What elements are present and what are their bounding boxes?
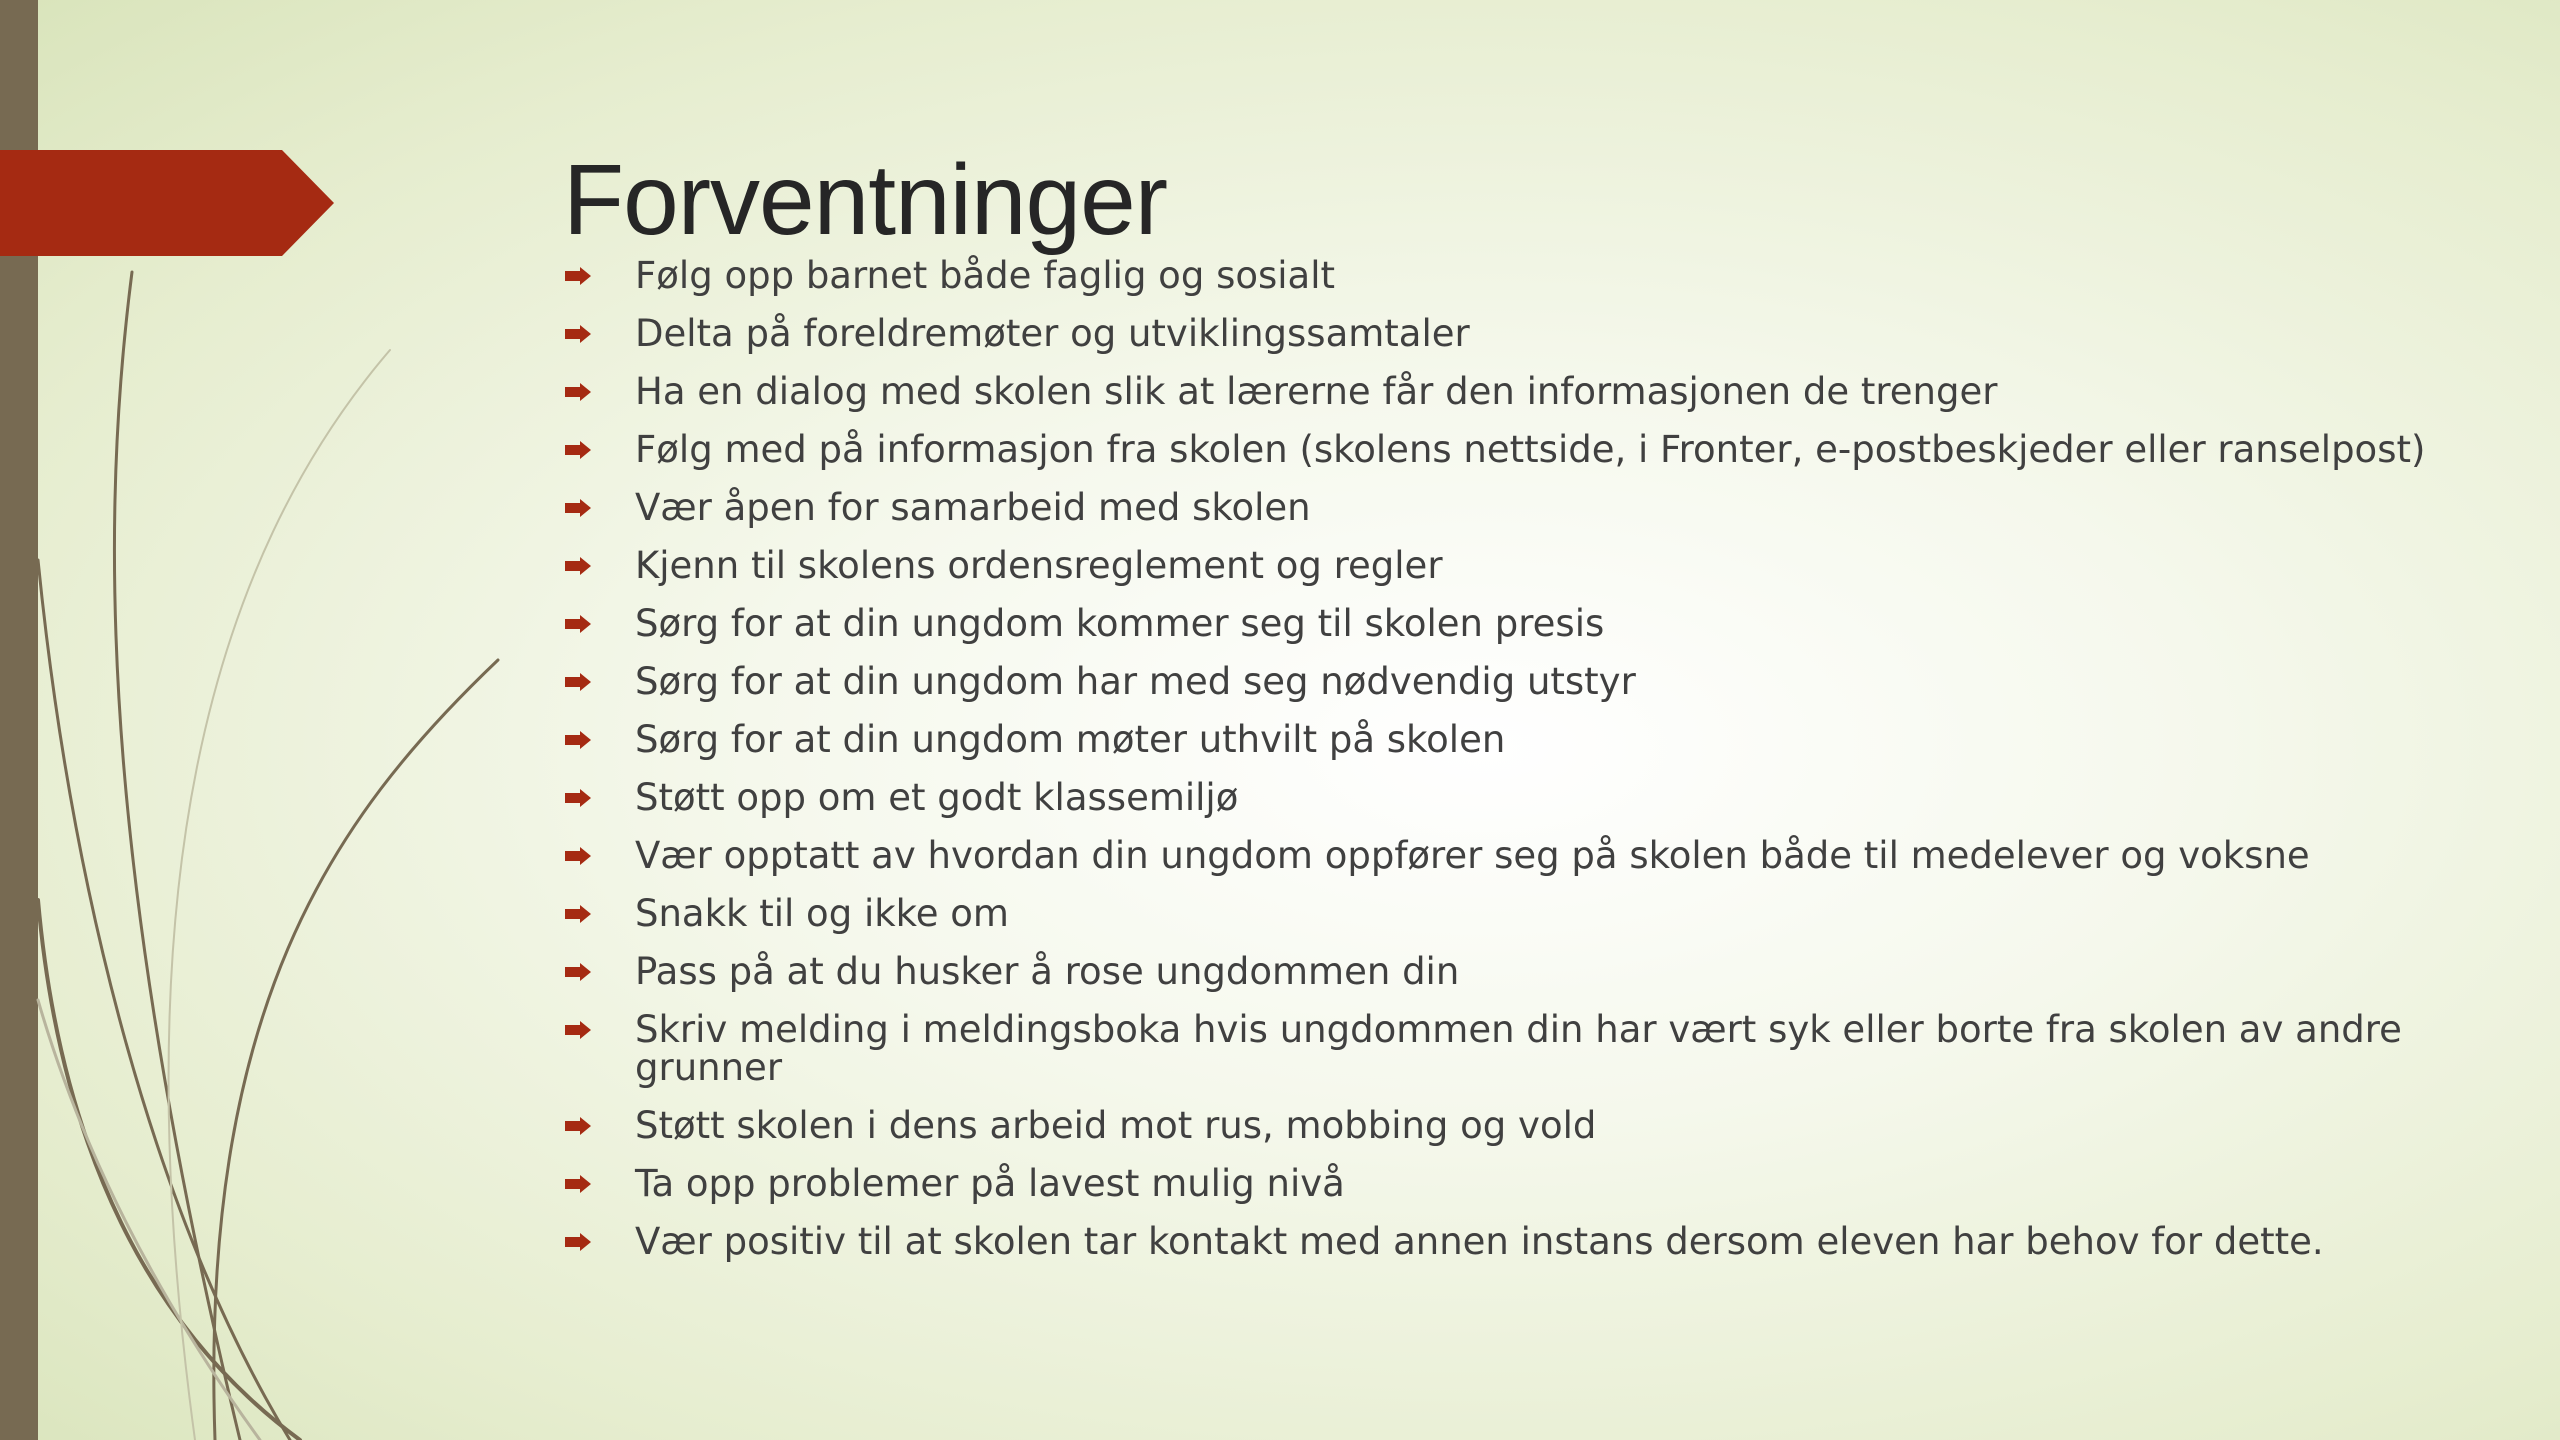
bullet-text: Ta opp problemer på lavest mulig nivå	[635, 1162, 1345, 1205]
bullet-text: Sørg for at din ungdom har med seg nødvendig utstyr	[635, 660, 1636, 703]
bullet-item	[563, 486, 2463, 529]
bullet-text: Sørg for at din ungdom kommer seg til skolen presis	[635, 602, 1605, 645]
arrow-bullet-icon	[565, 267, 591, 285]
bullet-item	[563, 312, 2463, 355]
slide-title: Forventninger	[563, 144, 1167, 256]
bullet-item	[563, 834, 2463, 877]
arrow-bullet-icon	[565, 383, 591, 401]
bullet-item	[563, 254, 2463, 297]
bullet-item	[563, 1162, 2463, 1205]
arrow-bullet-icon	[565, 1233, 591, 1251]
arrow-bullet-icon	[565, 1175, 591, 1193]
arrow-bullet-icon	[565, 615, 591, 633]
bullet-text: Vær positiv til at skolen tar kontakt med annen instans dersom eleven har behov for dette.	[635, 1220, 2324, 1263]
bullet-item	[563, 892, 2463, 935]
arrow-bullet-icon	[565, 847, 591, 865]
bullet-item	[563, 950, 2463, 993]
bullet-text: Snakk til og ikke om	[635, 892, 1009, 935]
bullet-item	[563, 776, 2463, 819]
bullet-text: Sørg for at din ungdom møter uthvilt på skolen	[635, 718, 1506, 761]
bullet-item	[563, 1104, 2463, 1147]
bullet-text: Vær opptatt av hvordan din ungdom oppfører seg på skolen både til medelever og voksne	[635, 834, 2310, 877]
arrow-bullet-icon	[565, 325, 591, 343]
bullet-text: Ha en dialog med skolen slik at lærerne får den informasjonen de trenger	[635, 370, 1998, 413]
arrow-bullet-icon	[565, 731, 591, 749]
bullet-text: Delta på foreldremøter og utviklingssamtaler	[635, 312, 1470, 355]
bullet-list	[563, 254, 2463, 1281]
bullet-item	[563, 1008, 2463, 1089]
bullet-text: Pass på at du husker å rose ungdommen din	[635, 950, 1460, 993]
arrow-bullet-icon	[565, 905, 591, 923]
arrow-bullet-icon	[565, 673, 591, 691]
bullet-item	[563, 428, 2463, 471]
bullet-text: Kjenn til skolens ordensreglement og regler	[635, 544, 1443, 587]
bullet-item	[563, 718, 2463, 761]
bullet-text: Følg med på informasjon fra skolen (skolens nettside, i Fronter, e-postbeskjeder eller ranselpost)	[635, 428, 2426, 471]
bullet-item	[563, 370, 2463, 413]
arrow-bullet-icon	[565, 1021, 591, 1039]
arrow-bullet-icon	[565, 557, 591, 575]
bullet-item	[563, 602, 2463, 645]
arrow-bullet-icon	[565, 1117, 591, 1135]
arrow-bullet-icon	[565, 963, 591, 981]
red-arrow-tag	[0, 150, 334, 256]
bullet-text: Støtt opp om et godt klassemiljø	[635, 776, 1239, 819]
arrow-bullet-icon	[565, 499, 591, 517]
bullet-text: Skriv melding i meldingsboka hvis ungdommen din har vært syk eller borte fra skolen av andre grunner	[635, 1008, 2402, 1089]
bullet-text: Støtt skolen i dens arbeid mot rus, mobbing og vold	[635, 1104, 1597, 1147]
bullet-item	[563, 660, 2463, 703]
bullet-text: Vær åpen for samarbeid med skolen	[635, 486, 1311, 529]
arrow-bullet-icon	[565, 789, 591, 807]
bullet-item	[563, 544, 2463, 587]
bullet-text: Følg opp barnet både faglig og sosialt	[635, 254, 1336, 297]
bullet-item	[563, 1220, 2463, 1263]
arrow-bullet-icon	[565, 441, 591, 459]
